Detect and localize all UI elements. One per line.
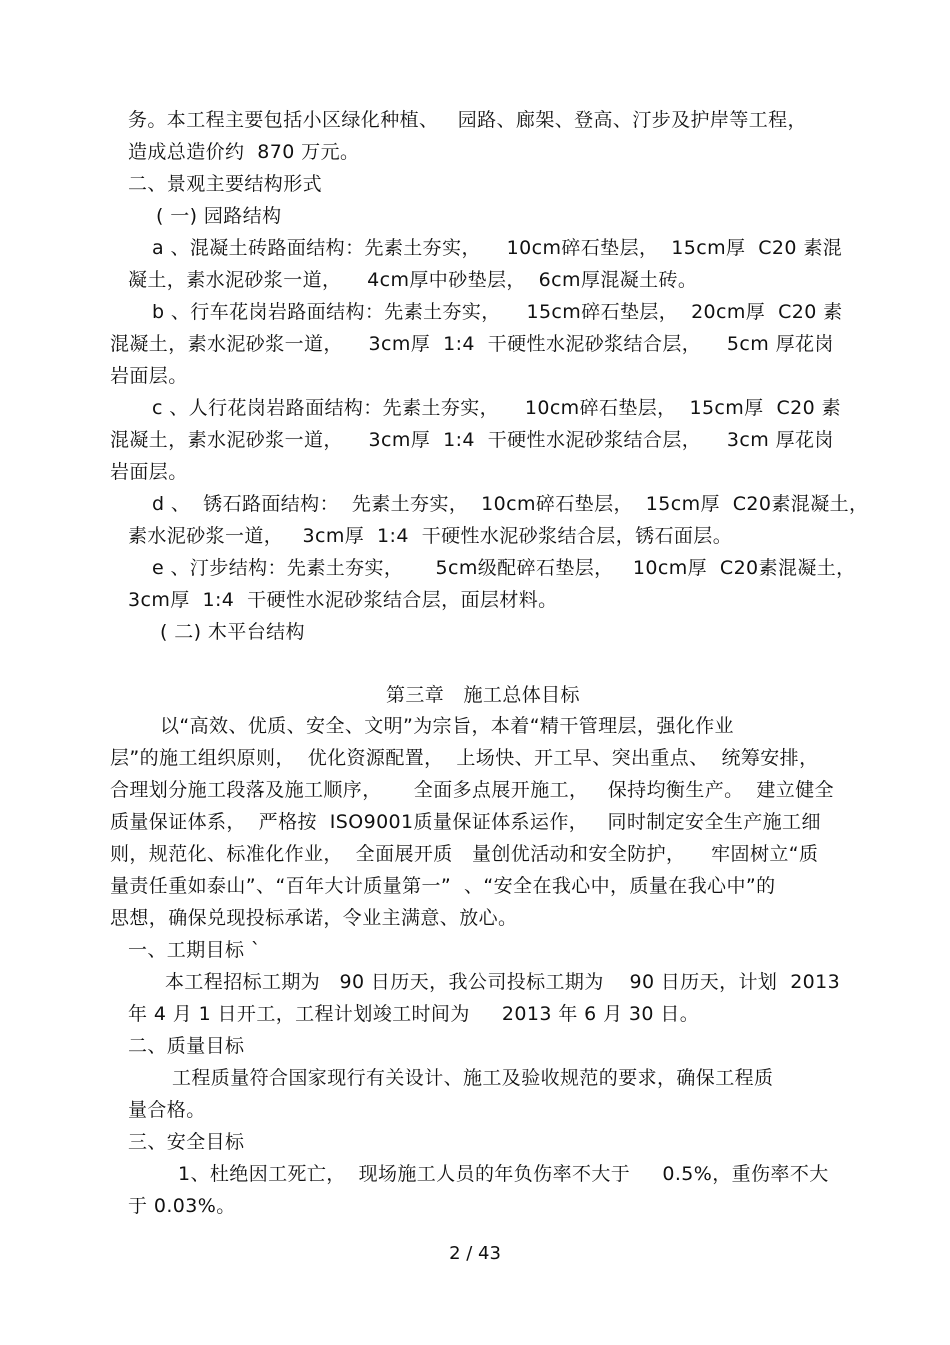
subsection-2-heading: ( 二) 木平台结构 (160, 621, 305, 643)
item-e-line-1: e 、汀步结构：先素土夯实， 5cm级配碎石垫层， 10cm厚 C20素混凝土， (152, 557, 856, 579)
item-c-line-3: 岩面层。 (110, 461, 188, 483)
item-b-line-2: 混凝土，素水泥砂浆一道， 3cm厚 1:4 干硬性水泥砂浆结合层， 5cm 厚花岗 (110, 333, 834, 355)
chapter-3-line-7: 思想，确保兑现投标承诺，令业主满意、放心。 (110, 907, 518, 929)
item-a-line-2: 凝土，素水泥砂浆一道， 4cm厚中砂垫层， 6cm厚混凝土砖。 (128, 269, 698, 291)
item-e-line-2: 3cm厚 1:4 干硬性水泥砂浆结合层，面层材料。 (128, 589, 558, 611)
goal-3-heading: 三、安全目标 (128, 1131, 245, 1153)
chapter-3-line-5: 则，规范化、标准化作业， 全面展开质 量创优活动和安全防护， 牢固树立“质 (110, 843, 819, 865)
item-c-line-2: 混凝土，素水泥砂浆一道， 3cm厚 1:4 干硬性水泥砂浆结合层， 3cm 厚花岗 (110, 429, 834, 451)
goal-1-heading: 一、工期目标 ` (128, 939, 261, 961)
goal-3-line-1: 1、杜绝因工死亡， 现场施工人员的年负伤率不大于 0.5%，重伤率不大 (178, 1163, 829, 1185)
chapter-3-line-6: 量责任重如泰山”、“百年大计质量第一” 、“安全在我心中，质量在我心中”的 (110, 875, 776, 897)
item-d-line-1: d 、 锈石路面结构： 先素土夯实， 10cm碎石垫层， 15cm厚 C20素混凝土， (152, 493, 869, 515)
goal-2-line-2: 量合格。 (128, 1099, 206, 1121)
item-a-line-1: a 、混凝土砖路面结构：先素土夯实， 10cm碎石垫层， 15cm厚 C20 素混 (152, 237, 843, 259)
item-b-line-3: 岩面层。 (110, 365, 188, 387)
chapter-3-line-3: 合理划分施工段落及施工顺序， 全面多点展开施工， 保持均衡生产。 建立健全 (110, 779, 834, 801)
subsection-1-heading: ( 一) 园路结构 (156, 205, 282, 227)
chapter-3-heading: 第三章 施工总体目标 (386, 684, 580, 706)
intro-line-2: 造成总造价约 870 万元。 (128, 141, 360, 163)
page-number: 2 / 43 (449, 1243, 501, 1264)
item-c-line-1: c 、人行花岗岩路面结构：先素土夯实， 10cm碎石垫层， 15cm厚 C20 素 (152, 397, 841, 419)
item-d-line-2: 素水泥砂浆一道， 3cm厚 1:4 干硬性水泥砂浆结合层，锈石面层。 (128, 525, 733, 547)
chapter-3-line-2: 层”的施工组织原则， 优化资源配置， 上场快、开工早、突出重点、 统筹安排， (110, 747, 819, 769)
item-b-line-1: b 、行车花岗岩路面结构：先素土夯实， 15cm碎石垫层， 20cm厚 C20 素 (152, 301, 843, 323)
goal-2-heading: 二、质量目标 (128, 1035, 245, 1057)
goal-3-line-2: 于 0.03%。 (128, 1195, 236, 1217)
goal-1-line-2: 年 4 月 1 日开工，工程计划竣工时间为 2013 年 6 月 30 日。 (128, 1003, 700, 1025)
intro-line-1: 务。本工程主要包括小区绿化种植、 园路、廊架、登高、汀步及护岸等工程， (128, 109, 807, 131)
chapter-3-line-4: 质量保证体系， 严格按 ISO9001质量保证体系运作， 同时制定安全生产施工细 (110, 811, 821, 833)
goal-1-line-1: 本工程招标工期为 90 日历天，我公司投标工期为 90 日历天，计划 2013 (165, 971, 841, 993)
goal-2-line-1: 工程质量符合国家现行有关设计、施工及验收规范的要求，确保工程质 (172, 1067, 774, 1089)
section-2-heading: 二、景观主要结构形式 (128, 173, 323, 195)
chapter-3-line-1: 以“高效、优质、安全、文明”为宗旨，本着“精干管理层，强化作业 (160, 715, 734, 737)
